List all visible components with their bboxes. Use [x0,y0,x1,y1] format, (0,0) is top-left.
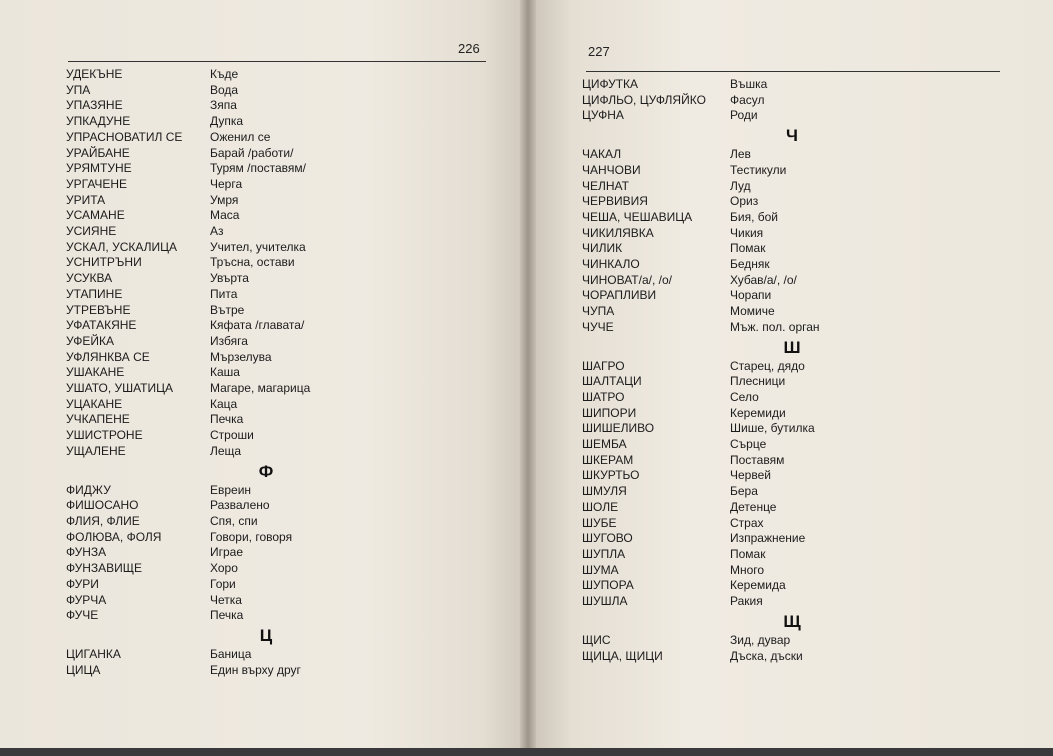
entry-row [582,390,1002,406]
entry-translation: Детенце [730,499,777,514]
entry-term: УДЕКЪНЕ [66,67,123,81]
entry-term: ФИДЖУ [66,482,111,497]
dictionary-entries [66,67,466,678]
entry-translation: Каца [210,396,238,411]
entry-row [582,93,1002,109]
header-rule [586,71,1000,72]
entry-term: ФУРИ [66,576,99,591]
entry-translation: Роди [730,108,758,123]
entry-row [66,287,466,303]
entry-term: УПРАСНОВАТИЛ СЕ [66,129,183,144]
entry-term: ШКЕРАМ [582,452,634,467]
entry-row [66,514,466,530]
entry-term: ФЛИЯ, ФЛИЕ [66,513,140,528]
entry-row [582,77,1002,93]
entry-row [582,273,1002,289]
entry-row [66,444,466,460]
entry-term: УФАТАКЯНЕ [66,318,137,333]
entry-term: УШАКАНЕ [66,365,125,380]
entry-term: ШУПОРА [582,578,634,593]
entry-term: ФИШОСАНО [66,498,139,513]
entry-term: ЦИФЛЬО, ЦУФЛЯЙКО [582,92,706,107]
entry-term: УТАПИНЕ [66,286,123,301]
entry-term: ЩИС [582,632,611,647]
entry-translation: Евреин [210,482,252,497]
entry-row [582,649,1002,665]
entry-translation: Мързелува [210,349,272,364]
entry-term: ШУГОВО [582,531,633,546]
entry-translation: Четка [210,592,242,607]
entry-translation: Село [730,389,759,404]
entry-row [66,177,466,193]
entry-row [582,304,1002,320]
entry-translation: Момиче [730,304,775,319]
entry-term: ЧОРАПЛИВИ [582,288,657,303]
entry-term: ШЕМБА [582,437,627,452]
entry-translation: Един върху друг [210,662,301,677]
entry-translation: Печка [210,608,244,623]
table-surface [0,748,1053,756]
entry-translation: Маса [210,208,240,223]
entry-row [582,633,1002,649]
entry-term: УРАЙБАНЕ [66,145,130,160]
entry-translation: Мъж. пол. орган [730,319,820,334]
entry-row [582,500,1002,516]
entry-term: УФЛЯНКВА СЕ [66,349,150,364]
entry-row [66,224,466,240]
entry-translation: Барай /работи/ [210,145,294,160]
entry-row [66,608,466,624]
entry-term: ЦУФНА [582,108,624,123]
entry-term: ЧИКИЛЯВКА [582,225,654,240]
entry-translation: Чикия [730,225,764,240]
entry-translation: Луд [730,178,751,193]
entry-translation: Къде [210,67,239,81]
entry-translation: Каша [210,365,240,380]
entry-row [582,468,1002,484]
entry-term: УРИТА [66,192,106,207]
entry-row [582,578,1002,594]
entry-translation: Баница [210,646,252,661]
entry-translation: Ракия [730,594,763,609]
entry-term: ФУНЗА [66,545,107,560]
entry-row [582,320,1002,336]
entry-term: ШМУЛЯ [582,484,627,499]
entry-row [582,516,1002,532]
entry-row [582,531,1002,547]
entry-term: ШУБЕ [582,515,617,530]
entry-term: ЧЕША, ЧЕШАВИЦА [582,209,693,224]
entry-term: ШУПЛА [582,546,626,561]
entry-term: УПА [66,82,91,97]
entry-row [66,350,466,366]
entry-row [66,334,466,350]
entry-translation: Пита [210,286,238,301]
entry-translation: Дупка [210,114,244,129]
entry-term: ШУШЛА [582,594,628,609]
entry-row [66,530,466,546]
entry-translation: Помак [730,546,766,561]
entry-term: УШИСТРОНЕ [66,428,143,443]
entry-row [66,146,466,162]
entry-term: ЧИЛИК [582,241,623,256]
entry-translation: Червей [730,468,771,483]
entry-term: УСИЯНЕ [66,224,117,239]
entry-translation: Избяга [210,333,248,348]
entry-row [66,193,466,209]
entry-row [66,397,466,413]
page-number: 226 [458,41,480,56]
entry-row [66,161,466,177]
entry-row [582,179,1002,195]
entry-row [66,240,466,256]
entry-term: ШАГРО [582,358,625,373]
section-letter: Щ [783,611,801,631]
entry-row [582,406,1002,422]
entry-term: УСУКВА [66,271,113,286]
entry-row [582,194,1002,210]
section-letter: Ч [786,126,798,146]
entry-term: ЦИГАНКА [66,646,121,661]
entry-term: ЦИЦА [66,662,101,677]
entry-translation: Зяпа [210,98,237,113]
entry-term: УРГАЧЕНЕ [66,176,128,191]
entry-row [582,359,1002,375]
entry-translation: Магаре, магарица [210,381,311,396]
header-rule [68,61,486,62]
entry-row [66,498,466,514]
entry-translation: Керемиди [730,405,786,420]
entry-term: УСКАЛ, УСКАЛИЦА [66,239,178,254]
entry-term: ЧЕРВИВИЯ [582,194,648,209]
entry-row [66,318,466,334]
entry-term: ЧУПА [582,304,615,319]
entry-translation: Ориз [730,194,759,209]
entry-translation: Аз [210,224,224,239]
entry-translation: Плесници [730,374,786,389]
entry-translation: Фасул [730,92,765,107]
entry-translation: Бера [730,484,758,499]
entry-row [582,163,1002,179]
entry-row [582,374,1002,390]
entry-row [66,663,466,679]
entry-row [66,255,466,271]
entry-row [66,365,466,381]
entry-row [66,577,466,593]
entry-translation: Тестикули [730,162,787,177]
entry-translation: Вътре [210,302,245,317]
entry-row [582,288,1002,304]
entry-term: ШАТРО [582,389,625,404]
right-page [530,0,1053,748]
entry-translation: Шише, бутилка [730,421,815,436]
entry-row [66,271,466,287]
entry-term: УПАЗЯНЕ [66,98,123,113]
entry-translation: Гори [210,576,236,591]
entry-translation: Хубав/а/, /о/ [730,272,797,287]
entry-translation: Говори, говоря [210,529,293,544]
entry-term: УЦАКАНЕ [66,396,123,411]
entry-translation: Изпражнение [730,531,806,546]
entry-term: УЧКАПЕНЕ [66,412,130,427]
entry-term: ФУРЧА [66,592,107,607]
entry-term: ФУНЗАВИЩЕ [66,561,143,576]
entry-term: ЧАКАЛ [582,147,622,162]
entry-term: ФУЧЕ [66,608,99,623]
entry-translation: Кяфата /главата/ [210,318,305,333]
entry-row [582,484,1002,500]
entry-row [66,67,466,83]
entry-translation: Оженил се [210,129,271,144]
entry-row [66,114,466,130]
entry-translation: Черга [210,176,243,191]
entry-row [582,421,1002,437]
entry-row [582,210,1002,226]
entry-translation: Страх [730,515,764,530]
entry-row [582,453,1002,469]
entry-translation: Чорапи [730,288,772,303]
entry-term: УФЕЙКА [66,333,114,348]
entry-term: ШИШЕЛИВО [582,421,655,436]
entry-translation: Хоро [210,561,238,576]
entry-row [66,381,466,397]
entry-term: ЧАНЧОВИ [582,162,641,177]
entry-term: УРЯМТУНЕ [66,161,132,176]
section-letter: Ф [258,461,274,481]
entry-translation: Въшка [730,77,768,91]
entry-row [582,241,1002,257]
entry-term: ШОЛЕ [582,499,619,514]
entry-row [582,547,1002,563]
entry-row [582,437,1002,453]
entry-translation: Керемида [730,578,786,593]
entry-row [582,108,1002,124]
section-letter: Ц [259,625,273,645]
entry-translation: Строши [210,428,254,443]
entry-term: УСНИТРЪНИ [66,255,142,270]
entry-row [66,545,466,561]
entry-translation: Турям /поставям/ [210,161,307,176]
entry-term: ШИПОРИ [582,405,637,420]
entry-row [66,561,466,577]
entry-translation: Помак [730,241,766,256]
section-letter: Ш [783,337,801,357]
entry-translation: Много [730,562,765,577]
entry-translation: Бия, бой [730,209,778,224]
entry-translation: Учител, учителка [210,239,306,254]
entry-translation: Увърта [210,271,249,286]
left-page [0,0,526,748]
entry-row [66,208,466,224]
entry-translation: Умря [210,192,239,207]
entry-translation: Тръсна, остави [210,255,295,270]
entry-translation: Спя, спи [210,513,258,528]
entry-row [66,483,466,499]
entry-translation: Поставям [730,452,785,467]
entry-term: ФОЛЮВА, ФОЛЯ [66,529,162,544]
entry-term: ЧЕЛНАТ [582,178,629,193]
entry-term: УПКАДУНЕ [66,114,131,129]
entry-translation: Дъска, дъски [730,648,803,663]
entry-row [582,147,1002,163]
entry-term: ЦИФУТКА [582,77,639,91]
entry-row [66,428,466,444]
entry-term: ЧИНОВАТ/а/, /о/ [582,272,672,287]
entry-translation: Развалено [210,498,270,513]
entry-row [582,226,1002,242]
entry-translation: Леща [210,443,242,458]
entry-translation: Бедняк [730,257,770,272]
entry-row [582,594,1002,610]
entry-term: ЧУЧЕ [582,319,614,334]
entry-row [582,563,1002,579]
entry-row [66,98,466,114]
entry-term: УТРЕВЪНЕ [66,302,131,317]
entry-row [66,412,466,428]
entry-row [66,303,466,319]
entry-translation: Вода [210,82,239,97]
entry-translation: Печка [210,412,244,427]
entry-translation: Старец, дядо [730,358,805,373]
entry-term: ЩИЦА, ЩИЦИ [582,648,663,663]
entry-translation: Зид, дувар [730,632,791,647]
entry-translation: Играе [210,545,244,560]
entry-translation: Сърце [730,437,767,452]
entry-row [582,257,1002,273]
entry-term: УЩАЛЕНЕ [66,443,126,458]
entry-translation: Лев [730,147,751,162]
book-gutter [520,0,536,748]
entry-row [66,647,466,663]
entry-term: ШАЛТАЦИ [582,374,642,389]
entry-row [66,83,466,99]
entry-term: ШКУРТЬО [582,468,640,483]
dictionary-entries [582,77,1002,664]
page-number: 227 [588,44,610,59]
entry-row [66,130,466,146]
entry-term: ШУМА [582,562,619,577]
entry-row [66,593,466,609]
entry-term: УШАТО, УШАТИЦА [66,381,174,396]
entry-term: УСАМАНЕ [66,208,125,223]
entry-term: ЧИНКАЛО [582,257,640,272]
